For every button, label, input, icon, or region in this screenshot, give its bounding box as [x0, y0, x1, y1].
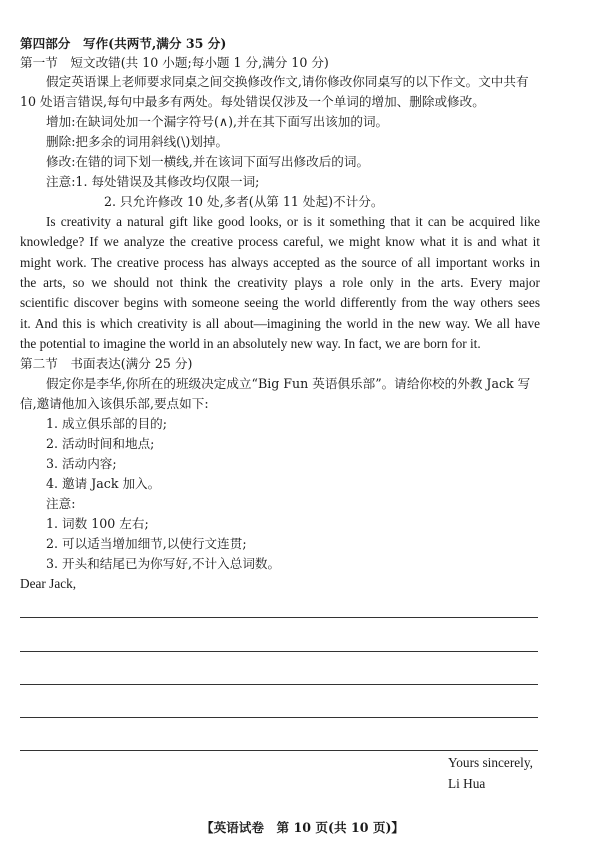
part-heading: 第四部分 写作(共两节,满分 35 分)	[20, 36, 227, 51]
signature: Li Hua	[448, 776, 486, 791]
passage-line: scientific discover begins with someone seeing the world differently from the way others sees	[20, 295, 540, 310]
section1-title: 第一节 短文改错(共 10 小题;每小题 1 分,满分 10 分)	[20, 55, 329, 70]
notes-label: 注意:	[46, 496, 76, 511]
instruction-line: 修改:在错的词下划一横线,并在该词下面写出修改后的词。	[46, 154, 370, 169]
page-footer: 【英语试卷 第 10 页(共 10 页)】	[200, 820, 405, 835]
closing: Yours sincerely,	[448, 755, 533, 770]
note-item: 2. 可以适当增加细节,以使行文连贯;	[46, 536, 247, 551]
instruction-line: 10 处语言错误,每句中最多有两处。每处错误仅涉及一个单词的增加、删除或修改。	[20, 94, 485, 109]
writing-line	[20, 750, 538, 751]
point-item: 2. 活动时间和地点;	[46, 436, 155, 451]
point-item: 4. 邀请 Jack 加入。	[46, 476, 161, 491]
instruction-line: 删除:把多余的词用斜线(\)划掉。	[46, 134, 229, 149]
point-item: 1. 成立俱乐部的目的;	[46, 416, 168, 431]
note-item: 1. 词数 100 左右;	[46, 516, 149, 531]
section2-title: 第二节 书面表达(满分 25 分)	[20, 356, 193, 371]
writing-line	[20, 617, 538, 618]
instruction-line: 假定英语课上老师要求同桌之间交换修改作文,请你修改你同桌写的以下作文。文中共有	[46, 74, 529, 89]
point-item: 3. 活动内容;	[46, 456, 117, 471]
writing-line	[20, 717, 538, 718]
passage-line: it. And this is which creativity is all about—imagining the world in the new way. We all have	[20, 316, 540, 331]
passage-line: the arts, so we should not think the creativity plays a role only in the arts. Every major	[20, 275, 540, 290]
salutation: Dear Jack,	[20, 576, 77, 591]
writing-line	[20, 651, 538, 652]
instruction-line: 增加:在缺词处加一个漏字符号(∧),并在其下面写出该加的词。	[46, 114, 389, 129]
passage-line: Is creativity a natural gift like good looks, or is it something that it can be acquired like	[46, 214, 540, 229]
task-line: 信,邀请他加入该俱乐部,要点如下:	[20, 396, 209, 411]
passage-line: the potential to imagine the world in an absolutely new way. In fact, we are born for it.	[20, 336, 481, 351]
instruction-line: 注意:1. 每处错误及其修改均仅限一词;	[46, 174, 260, 189]
instruction-line: 2. 只允许修改 10 处,多者(从第 11 处起)不计分。	[104, 194, 384, 209]
note-item: 3. 开头和结尾已为你写好,不计入总词数。	[46, 556, 281, 571]
writing-line	[20, 684, 538, 685]
task-line: 假定你是李华,你所在的班级决定成立“Big Fun 英语俱乐部”。请给你校的外教 Jack 写	[46, 376, 531, 391]
passage-line: knowledge? If we analyze the creative process careful, we might know what it is and what it	[20, 234, 540, 249]
passage-line: might work. The creative process has always accepted as the source of all important works in	[20, 255, 540, 270]
